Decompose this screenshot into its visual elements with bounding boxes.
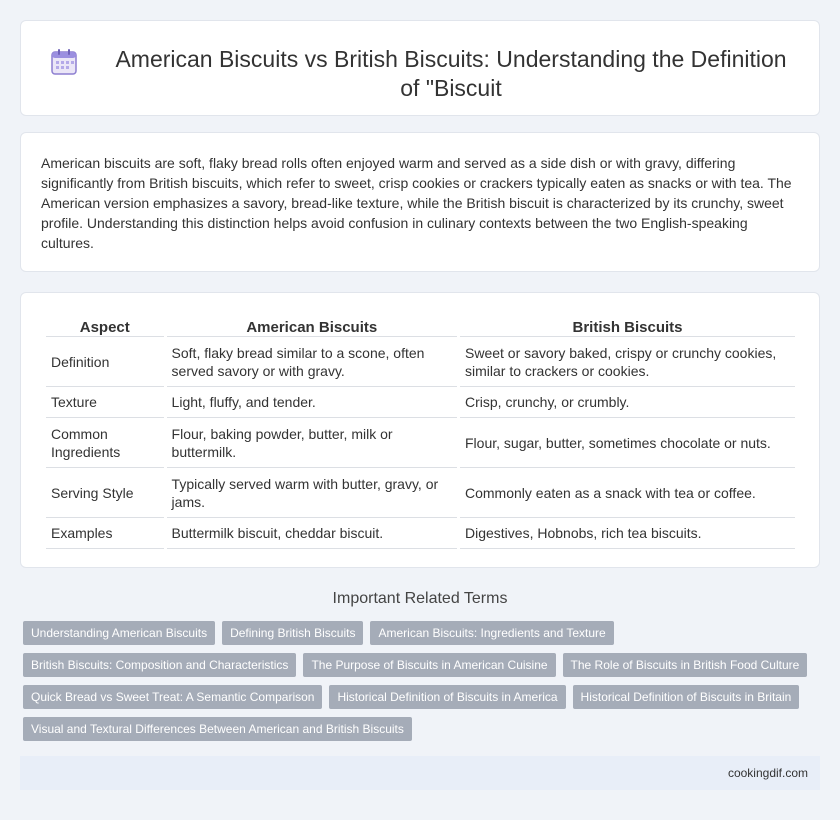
- related-tag[interactable]: Visual and Textural Differences Between American and British Biscuits: [23, 717, 412, 741]
- footer-site-link[interactable]: cookingdif.com: [727, 766, 808, 780]
- table-cell: Flour, baking powder, butter, milk or buttermilk.: [167, 418, 457, 468]
- table-header-row: [46, 315, 795, 337]
- related-tag[interactable]: Historical Definition of Biscuits in Britain: [573, 685, 800, 709]
- related-tag[interactable]: Quick Bread vs Sweet Treat: A Semantic Comparison: [23, 685, 322, 709]
- footer: [20, 756, 820, 790]
- related-tag[interactable]: The Role of Biscuits in British Food Culture: [563, 653, 808, 677]
- related-tag[interactable]: American Biscuits: Ingredients and Texture: [370, 621, 613, 645]
- related-tag[interactable]: Understanding American Biscuits: [23, 621, 215, 645]
- table-row: [46, 518, 795, 549]
- related-tags-row: [23, 685, 799, 709]
- page-title: American Biscuits vs British Biscuits: Understanding the Definition of "Biscuit: [115, 46, 787, 101]
- intro-paragraph: American biscuits are soft, flaky bread rolls often enjoyed warm and served as a side dish or with gravy, differing significantly from British biscuits, which refer to sweet, crisp cookies or crackers typically eaten as snacks or with tea. The American version emphasizes a savory, bread-like texture, while the British biscuit is characterized by its crunchy, sweet profile. Understanding this distinction helps avoid confusion in culinary contexts between the two English-speaking cultures.: [41, 155, 792, 251]
- table-cell: Examples: [46, 518, 164, 549]
- table-cell: Serving Style: [46, 468, 164, 518]
- table-cell: Definition: [46, 337, 164, 387]
- table-row: [46, 337, 795, 387]
- table-cell: Soft, flaky bread similar to a scone, often served savory or with gravy.: [167, 337, 457, 387]
- table-cell: Typically served warm with butter, gravy, or jams.: [167, 468, 457, 518]
- table-cell: Light, fluffy, and tender.: [167, 387, 457, 418]
- header-aspect: Aspect: [46, 315, 164, 337]
- table-cell: Buttermilk biscuit, cheddar biscuit.: [167, 518, 457, 549]
- header-card: [20, 20, 820, 116]
- table-row: [46, 387, 795, 418]
- table-cell: Texture: [46, 387, 164, 418]
- table-cell: Digestives, Hobnobs, rich tea biscuits.: [460, 518, 795, 549]
- header-american: American Biscuits: [167, 315, 457, 337]
- table-cell: Sweet or savory baked, crispy or crunchy cookies, similar to crackers or cookies.: [460, 337, 795, 387]
- comparison-table-card: [20, 292, 820, 568]
- related-tag[interactable]: Defining British Biscuits: [222, 621, 363, 645]
- related-tag[interactable]: British Biscuits: Composition and Characteristics: [23, 653, 296, 677]
- table-cell: Common Ingredients: [46, 418, 164, 468]
- related-tag[interactable]: The Purpose of Biscuits in American Cuisine: [303, 653, 555, 677]
- comparison-table: [43, 315, 798, 549]
- header-british: British Biscuits: [460, 315, 795, 337]
- related-terms-title: Important Related Terms: [332, 590, 508, 607]
- table-row: [46, 468, 795, 518]
- table-cell: Flour, sugar, butter, sometimes chocolate or nuts.: [460, 418, 795, 468]
- calendar-icon: [49, 47, 79, 77]
- related-tags-row: [23, 621, 614, 645]
- table-cell: Crisp, crunchy, or crumbly.: [460, 387, 795, 418]
- table-row: [46, 418, 795, 468]
- table-cell: Commonly eaten as a snack with tea or coffee.: [460, 468, 795, 518]
- related-tags-row: [23, 653, 807, 677]
- intro-card: [20, 132, 820, 272]
- related-tags-row: [23, 717, 412, 741]
- related-tag[interactable]: Historical Definition of Biscuits in America: [329, 685, 565, 709]
